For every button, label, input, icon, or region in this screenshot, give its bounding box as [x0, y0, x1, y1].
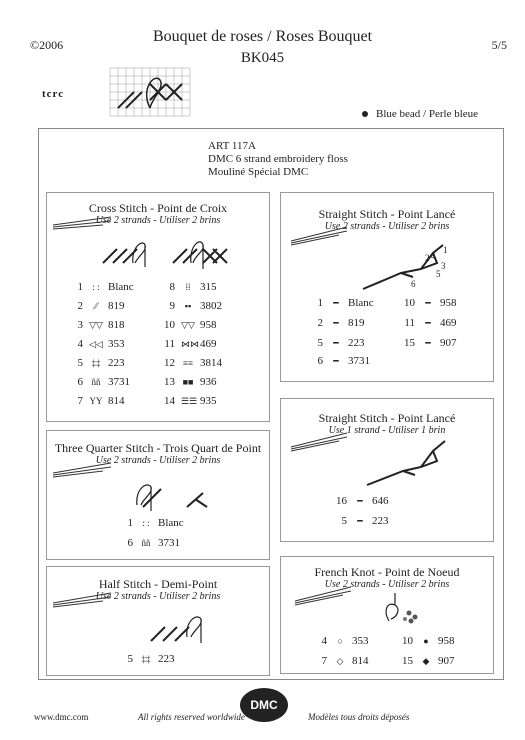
straight2-row-6: 11 ━ 469 — [404, 317, 457, 329]
straight2-row-7: 15 ━ 907 — [404, 337, 457, 349]
fk-row-3: 10 ● 958 — [402, 635, 455, 647]
cross-row-1: 1 : : Blanc — [77, 281, 134, 293]
rights-left: All rights reserved worldwide — [138, 712, 245, 722]
bead-legend — [362, 108, 478, 120]
fk-row-4: 15 ◆ 907 — [402, 655, 455, 667]
straight-stitch-1-diagram — [365, 439, 455, 489]
page-title: Bouquet de roses / Roses Bouquet — [152, 28, 373, 45]
straight2-row-5: 10 ━ 958 — [404, 297, 457, 309]
straight-2-subtitle: Use 2 strands - Utiliser 2 brins — [324, 221, 450, 232]
needle-icon — [53, 459, 113, 479]
cross-row-12: 12 ≡≡ 3814 — [164, 357, 222, 369]
website: www.dmc.com — [34, 712, 89, 722]
step-2: 2 — [425, 253, 430, 263]
step-5: 5 — [436, 269, 441, 279]
cross-row-9: 9 ▪▪ 3802 — [169, 300, 222, 312]
cross-stitch-subtitle: Use 2 strands - Utiliser 2 brins — [95, 215, 221, 226]
cross-row-5: 5 ‡‡ 223 — [77, 357, 125, 369]
french-knot-box — [280, 556, 494, 674]
pattern-code: BK045 — [240, 50, 285, 66]
bead-dot-icon — [362, 111, 368, 117]
straight-1-subtitle: Use 1 strand - Utiliser 1 brin — [328, 425, 446, 436]
cross-row-4: 4 ◁◁ 353 — [77, 338, 125, 350]
fk-row-2: 7 ◇ 814 — [321, 655, 369, 667]
straight2-row-4: 6 ━ 3731 — [317, 355, 370, 367]
floss-fr: Mouliné Spécial DMC — [208, 166, 309, 178]
half-stitch-title: Half Stitch - Demi-Point — [98, 577, 218, 591]
three-quarter-title: Three Quarter Stitch - Trois Quart de Point — [54, 441, 262, 455]
bead-label: Blue bead / Perle bleue — [376, 108, 479, 120]
cross-row-3: 3 ▽▽ 818 — [77, 319, 125, 331]
cross-row-6: 6 ññ 3731 — [77, 376, 130, 388]
three-quarter-subtitle: Use 2 strands - Utiliser 2 brins — [95, 455, 221, 466]
french-knot-title: French Knot - Point de Noeud — [314, 565, 460, 579]
dmc-logo: DMC — [240, 688, 288, 722]
art-info — [208, 140, 348, 179]
straight1-row-1: 16 ━ 646 — [336, 495, 389, 507]
cross-row-8: 8 ⁞⁞ 315 — [169, 281, 217, 293]
grid-needle-illustration — [110, 68, 190, 116]
cross-row-14: 14 ☰☰ 935 — [164, 395, 217, 407]
three-quarter-diagram — [131, 477, 211, 513]
straight-stitch-1-box — [280, 398, 494, 542]
step-6: 6 — [411, 279, 416, 289]
floss-en: DMC 6 strand embroidery floss — [208, 153, 348, 165]
tq-row-1: 1 : : Blanc — [127, 517, 184, 529]
fk-row-1: 4 ○ 353 — [321, 635, 369, 647]
three-quarter-box — [46, 430, 270, 560]
needle-icon — [53, 213, 113, 233]
french-knot-subtitle: Use 2 strands - Utiliser 2 brins — [324, 579, 450, 590]
cross-stitch-box — [46, 192, 270, 422]
french-knot-diagram — [381, 591, 431, 627]
straight-stitch-2-box — [280, 192, 494, 382]
step-3: 3 — [441, 261, 446, 271]
half-stitch-subtitle: Use 2 strands - Utiliser 2 brins — [95, 591, 221, 602]
cross-row-2: 2 ⁄⁄ 819 — [77, 300, 125, 312]
half-stitch-diagram — [147, 609, 217, 645]
half-row-1: 5 ‡‡ 223 — [127, 653, 175, 665]
half-stitch-box — [46, 566, 270, 676]
brand-mark: tcrc — [42, 88, 65, 100]
cross-row-13: 13 ■■ 936 — [164, 376, 217, 388]
straight2-row-3: 5 ━ 223 — [317, 337, 365, 349]
art-number: ART 117A — [208, 140, 256, 152]
straight-2-title: Straight Stitch - Point Lancé — [318, 207, 456, 221]
rights-right: Modèles tous droits déposés — [308, 712, 410, 722]
cross-stitch-title: Cross Stitch - Point de Croix — [88, 201, 228, 215]
cross-stitch-diagram — [103, 237, 253, 273]
cross-row-11: 11 ⋈⋈469 — [164, 338, 217, 350]
needle-icon — [53, 589, 113, 609]
straight1-row-2: 5 ━ 223 — [341, 515, 389, 527]
step-1: 1 — [443, 245, 448, 255]
tq-row-2: 6 ññ 3731 — [127, 537, 180, 549]
copyright: ©2006 — [30, 38, 64, 52]
needle-icon — [295, 581, 355, 607]
needle-icon — [291, 427, 351, 453]
straight2-row-2: 2 ━ 819 — [317, 317, 365, 329]
straight2-row-1: 1 ━ Blanc — [317, 297, 374, 309]
cross-row-7: 7 YY 814 — [77, 395, 125, 407]
needle-icon — [291, 221, 351, 247]
straight-1-title: Straight Stitch - Point Lancé — [318, 411, 456, 425]
page-number: 5/5 — [491, 38, 507, 52]
step-4: 4 — [431, 251, 436, 261]
cross-row-10: 10 ▽▽ 958 — [164, 319, 217, 331]
